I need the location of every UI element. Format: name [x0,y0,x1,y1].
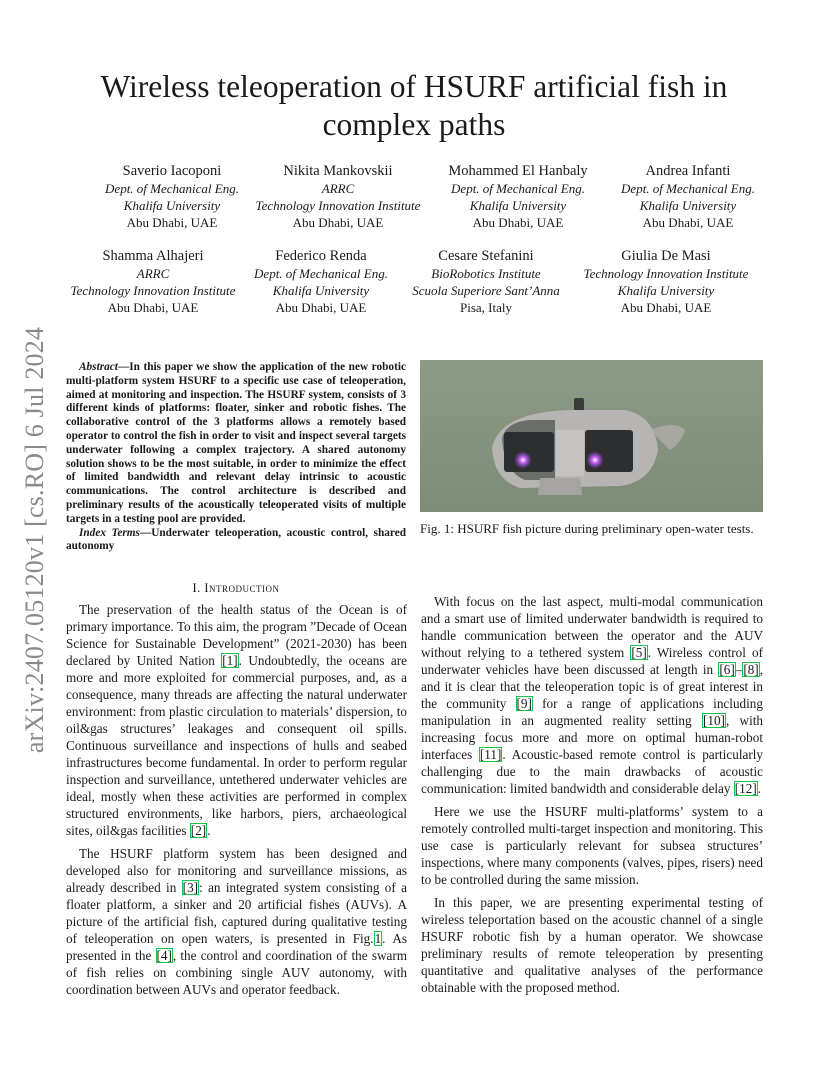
paragraph: Here we use the HSURF multi-platforms’ system to a remotely controlled multi-target inspection and monitoring. This use case is particularly relevant for subsea structures’ inspections, where many components (valves, pipes, risers) need to be controlled during the same mission. [421,804,763,887]
author-name: Nikita Mankovskii [283,163,393,179]
author-name: Federico Renda [275,248,367,264]
author-affiliation: Technology Innovation Institute [70,283,236,298]
author-name: Giulia De Masi [621,248,711,264]
text-run: . [207,823,211,838]
figure-link[interactable]: 1 [374,931,382,946]
citation-link[interactable]: [8] [743,662,759,677]
text-run: . Acoustic-based remote control is particularly challenging due to the main drawbacks of acoustic communication: limited bandwidth and considerable delay [421,747,763,796]
citation-link[interactable]: [1] [222,653,238,668]
text-run: The HSURF platform system has been designed and developed also for monitoring and surveillance missions, as already described in [66,846,407,895]
arxiv-identifier [10,320,60,760]
author-affiliation: BioRobotics Institute [431,266,541,281]
abstract-text: —In this paper we show the application of the new robotic multi-platform system HSURF to a specific use case of teleoperation, aimed at monitoring and inspection. The HSURF system, consists of 3 different kinds of platforms: floater, sinker and robotic fishes. The collaborative control of the 3 platforms allows a remotely based operator to control the fish in order to visit and inspect several targets underwater following a complex trajectory. A shared autonomy solution shows to be the most suitable, in order to minimize the effect of limited bandwidth and relevant delay intrinsic to acoustic communications. The control architecture is described and preliminary results of the acoustically teleoperated visits of multiple targets in a testing pool are provided. [66,361,406,525]
right-column [421,593,763,1002]
index-terms-text: —Underwater teleoperation, acoustic control, shared autonomy [66,526,406,553]
author-affiliation: Khalifa University [123,198,221,213]
citation-link[interactable]: [5] [631,645,647,660]
text-run: – [735,662,743,677]
author-block [82,163,262,231]
text-run: : an integrated system consisting of a floater platform, a sinker and 20 artificial fishes (AUVs). A picture of the artificial fish, captured during qualitative testing of teleoperation on open waters, is presented in Fig. [66,880,407,946]
author-block [430,163,606,231]
text-run: . Wireless control of underwater vehicles have been discussed at length in [421,645,763,677]
author-affiliation: Khalifa University [272,283,370,298]
paragraph [66,601,407,839]
author-affiliation: Dept. of Mechanical Eng. [451,181,585,196]
author-name: Mohammed El Hanbaly [448,163,588,179]
citation-link[interactable]: [12] [734,781,757,796]
text-run: With focus on the last aspect, multi-modal communication and a smart use of limited underwater bandwidth is required to handle communication between the operator and the AUV without relying to a tethered system [421,594,763,660]
author-affiliation: Technology Innovation Institute [583,266,749,281]
text-run: , with increasing focus more and more on optimal human-robot interfaces [421,713,764,762]
text-run: . [757,781,762,796]
author-city: Abu Dhabi, UAE [126,215,218,230]
abstract [66,361,406,554]
author-affiliation: ARRC [136,266,170,281]
section-heading: I. Introduction [192,581,280,595]
author-block [604,163,772,231]
author-block [572,248,760,316]
citation-link[interactable]: [10] [702,713,725,728]
paragraph [421,593,763,797]
paragraph: In this paper, we are presenting experimental testing of wireless teleportation based on the acoustic channel of a single HSURF robotic fish by a human operator. We showcase preliminary results of remote teleoperation by presenting quantitative and qualitative analyses of the performance obtainable with the proposed method. [421,895,763,995]
author-affiliation: Dept. of Mechanical Eng. [105,181,239,196]
text-run: . As presented in the [66,931,407,963]
author-name: Shamma Alhajeri [102,248,204,264]
author-block [244,163,432,231]
fish-photo-graphic [420,360,763,512]
left-column [66,601,407,1004]
citation-link[interactable]: [3] [182,880,199,895]
author-block [58,248,248,316]
arxiv-id-text: arXiv:2407.05120v1 [cs.RO] 6 Jul 2024 [20,326,49,754]
citation-link[interactable]: [9] [516,696,532,711]
index-terms-label: Index Terms [79,526,140,539]
author-affiliation: Dept. of Mechanical Eng. [621,181,755,196]
author-affiliation: Khalifa University [469,198,567,213]
author-affiliation: Scuola Superiore Sant’Anna [412,283,560,298]
citation-link[interactable]: [2] [190,823,207,838]
paragraph [66,845,407,998]
figure-caption: Fig. 1: HSURF fish picture during preliminary open-water tests. [420,521,754,536]
author-city: Abu Dhabi, UAE [107,300,199,315]
text-run: for a range of applications including manipulation in an augmented reality setting [421,696,763,728]
author-city: Abu Dhabi, UAE [292,215,384,230]
author-affiliation: Khalifa University [639,198,737,213]
citation-link[interactable]: [4] [156,948,172,963]
abstract-label: Abstract [79,361,118,373]
fish-photo [420,360,763,512]
author-name: Cesare Stefanini [438,248,534,264]
author-city: Abu Dhabi, UAE [472,215,564,230]
citation-link[interactable]: [11] [479,747,502,762]
author-city: Pisa, Italy [460,300,512,315]
author-affiliation: Dept. of Mechanical Eng. [254,266,388,281]
author-block [396,248,576,316]
author-block [236,248,406,316]
text-run: The preservation of the health status of the Ocean is of primary importance. To this aim, the program ”Decade of Ocean Science for Sustainable Development” (2021-2030) has been declared by United Nation [66,602,407,668]
author-city: Abu Dhabi, UAE [620,300,712,315]
author-name: Andrea Infanti [645,163,731,179]
author-affiliation: Technology Innovation Institute [255,198,421,213]
text-run: , and it is clear that the teleoperation topic is of great interest in the community [421,662,763,711]
citation-link[interactable]: [6] [719,662,735,677]
paper-title: Wireless teleoperation of HSURF artificial fish in complex paths [100,69,728,142]
author-city: Abu Dhabi, UAE [275,300,367,315]
author-name: Saverio Iacoponi [122,163,222,179]
author-affiliation: ARRC [321,181,355,196]
author-city: Abu Dhabi, UAE [642,215,734,230]
text-run: , the control and coordination of the swarm of fish relies on combining single AUV autonomy, with coordination between AUVs and operator feedback. [66,948,407,997]
author-affiliation: Khalifa University [617,283,715,298]
text-run: . Undoubtedly, the oceans are more and more exploited for commercial purposes, and, as a consequence, many threads are affecting the natural underwater environment: from plastic circulation to materials’ dispersion, to oil&gas structures’ leakages and consequent oil spills. Continuous surveillance and inspections of hulls and seabed infrastructures become fundamental. In order to perform regular inspection and surveillance, untethered underwater vehicles are ideal, mostly when these activities are performed in complex structured environments, like harbors, piers, archaeological sites, oil&gas facilities [66,653,407,838]
